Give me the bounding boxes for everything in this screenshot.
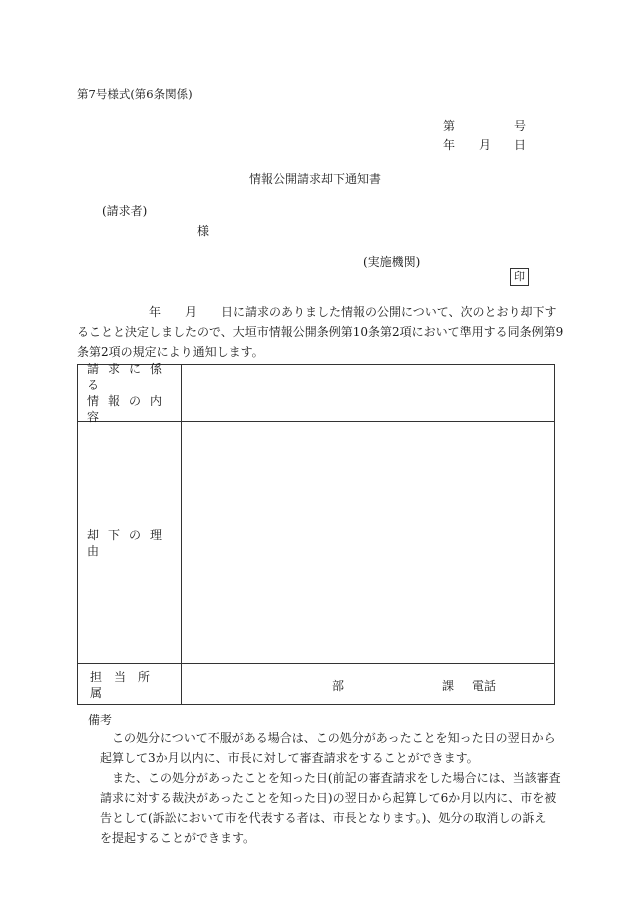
remarks-line: 告として(訴訟において市を代表する者は、市長となります。)、処分の取消しの訴え	[100, 811, 547, 825]
table-row	[78, 422, 554, 664]
notice-line: ることと決定しましたので、大垣市情報公開条例第10条第2項において準用する同条例第9	[77, 325, 564, 339]
section-label: 課	[442, 679, 455, 693]
document-number-suffix: 号	[514, 119, 527, 133]
rejection-reason-value[interactable]	[182, 422, 554, 663]
notice-line: 年 月 日に請求のありました情報の公開について、次のとおり却下す	[149, 305, 557, 319]
remarks-line: を提起することができます。	[100, 831, 256, 845]
rejection-reason-header	[78, 422, 182, 663]
document-number-prefix: 第	[443, 119, 456, 133]
honorific-label: 様	[197, 224, 210, 238]
date-day-label: 日	[514, 138, 527, 152]
date-month-label: 月	[479, 138, 492, 152]
remarks-line: 請求に対する裁決があったことを知った日)の翌日から起算して6か月以内に、市を被	[100, 791, 557, 805]
requested-info-value[interactable]	[182, 365, 554, 421]
requested-info-header-line2: 情報の内容	[87, 394, 172, 424]
notice-table	[77, 364, 555, 705]
department-value[interactable]	[182, 664, 554, 705]
remarks-line: この処分について不服がある場合は、この処分があったことを知った日の翌日から	[112, 731, 556, 745]
form-number: 第7号様式(第6条関係)	[77, 87, 193, 101]
table-row	[78, 664, 554, 705]
remarks-title: 備考	[88, 713, 113, 727]
date-year-label: 年	[443, 138, 456, 152]
agency-label: (実施機関)	[363, 255, 421, 269]
remarks-line: 起算して3か月以内に、市長に対して審査請求をすることができます。	[100, 751, 479, 765]
rejection-reason-header-label: 却下の理由	[87, 527, 172, 558]
table-row	[78, 362, 554, 424]
remarks-line: また、この処分があったことを知った日(前記の審査請求をした場合には、当該審査	[112, 771, 561, 785]
requested-info-header	[78, 362, 182, 424]
document-title: 情報公開請求却下通知書	[249, 172, 382, 186]
requester-label: (請求者)	[102, 204, 148, 218]
department-header-label: 担当所属	[90, 669, 163, 700]
seal-stamp: 印	[510, 268, 529, 286]
requested-info-header-line1: 請求に係る	[87, 362, 172, 392]
notice-body	[77, 302, 564, 362]
notice-line: 条第2項の規定により通知します。	[77, 345, 264, 359]
remarks-body	[100, 728, 560, 848]
department-header	[78, 664, 182, 705]
dept-label: 部	[332, 679, 345, 693]
phone-label: 電話	[472, 679, 497, 693]
